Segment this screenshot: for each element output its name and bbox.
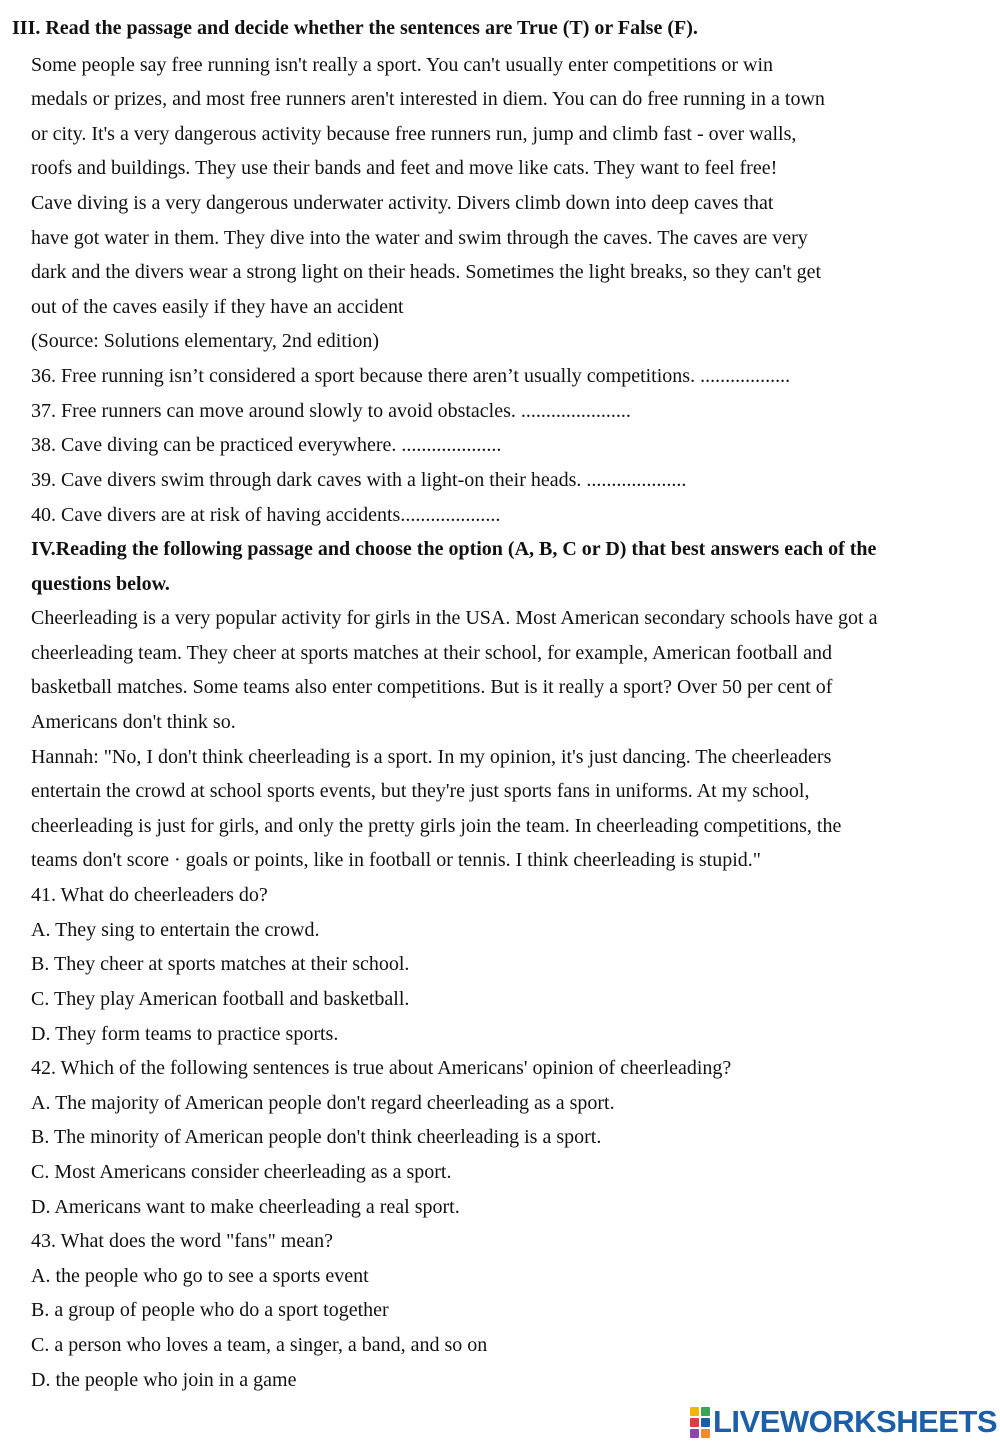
mc-option-42-c: C. Most Americans consider cheerleading as a sport. [31,1161,452,1183]
logo-square [690,1407,699,1416]
mc-option-42-a: A. The majority of American people don't regard cheerleading as a sport. [31,1092,615,1114]
tf-question-39: 39. Cave divers swim through dark caves with a light-on their heads. .................... [31,469,687,491]
section-4-heading: IV.Reading the following passage and choose the option (A, B, C or D) that best answers each of the [31,538,877,560]
mc-option-41-d: D. They form teams to practice sports. [31,1023,339,1045]
mc-option-41-b: B. They cheer at sports matches at their school. [31,953,410,975]
passage-line: entertain the crowd at school sports events, but they're just sports fans in uniforms. At my school, [31,780,810,802]
logo-square [690,1418,699,1427]
passage-line: basketball matches. Some teams also enter competitions. But is it really a sport? Over 50 per cent of [31,676,833,698]
logo-square [690,1429,699,1438]
mc-option-43-c: C. a person who loves a team, a singer, a band, and so on [31,1334,488,1356]
logo-text: LIVEWORKSHEETS [713,1404,998,1439]
passage-line: have got water in them. They dive into the water and swim through the caves. The caves are very [31,227,808,249]
logo-square [701,1429,710,1438]
tf-question-38: 38. Cave diving can be practiced everywhere. .................... [31,434,502,456]
source-citation: (Source: Solutions elementary, 2nd edition) [31,330,380,352]
passage-line: dark and the divers wear a strong light on their heads. Sometimes the light breaks, so they can't get [31,261,822,283]
section-4-heading-cont: questions below. [31,573,170,595]
mc-question-43: 43. What does the word "fans" mean? [31,1230,333,1252]
mc-question-41: 41. What do cheerleaders do? [31,884,268,906]
passage-line: teams don't score · goals or points, like in football or tennis. I think cheerleading is stupid." [31,849,761,871]
passage-line: Cave diving is a very dangerous underwater activity. Divers climb down into deep caves that [31,192,774,214]
passage-line: medals or prizes, and most free runners aren't interested in diem. You can do free running in a town [31,88,825,110]
mc-question-42: 42. Which of the following sentences is true about Americans' opinion of cheerleading? [31,1057,732,1079]
passage-line: cheerleading team. They cheer at sports matches at their school, for example, American football and [31,642,832,664]
section-3-heading: III. Read the passage and decide whether the sentences are True (T) or False (F). [12,17,698,39]
passage-line: roofs and buildings. They use their bands and feet and move like cats. They want to feel free! [31,157,778,179]
passage-line: out of the caves easily if they have an accident [31,296,404,318]
passage-line: or city. It's a very dangerous activity because free runners run, jump and climb fast - over walls, [31,123,797,145]
mc-option-42-d: D. Americans want to make cheerleading a real sport. [31,1196,460,1218]
logo-grid-icon [690,1407,710,1438]
liveworksheets-logo [690,1404,997,1440]
mc-option-41-c: C. They play American football and basketball. [31,988,410,1010]
logo-square [701,1407,710,1416]
mc-option-41-a: A. They sing to entertain the crowd. [31,919,320,941]
passage-line: Americans don't think so. [31,711,236,733]
mc-option-43-d: D. the people who join in a game [31,1369,297,1391]
mc-option-42-b: B. The minority of American people don't think cheerleading is a sport. [31,1126,602,1148]
passage-line: Hannah: "No, I don't think cheerleading is a sport. In my opinion, it's just dancing. The cheerleaders [31,746,832,768]
logo-square [701,1418,710,1427]
mc-option-43-a: A. the people who go to see a sports event [31,1265,369,1287]
tf-question-40: 40. Cave divers are at risk of having accidents.................... [31,504,501,526]
tf-question-36: 36. Free running isn’t considered a sport because there aren’t usually competitions. .................. [31,365,791,387]
tf-question-37: 37. Free runners can move around slowly to avoid obstacles. ...................... [31,400,631,422]
passage-line: Cheerleading is a very popular activity for girls in the USA. Most American secondary schools have got a [31,607,878,629]
passage-line: Some people say free running isn't really a sport. You can't usually enter competitions or win [31,54,774,76]
mc-option-43-b: B. a group of people who do a sport together [31,1299,389,1321]
passage-line: cheerleading is just for girls, and only the pretty girls join the team. In cheerleading competitions, the [31,815,842,837]
